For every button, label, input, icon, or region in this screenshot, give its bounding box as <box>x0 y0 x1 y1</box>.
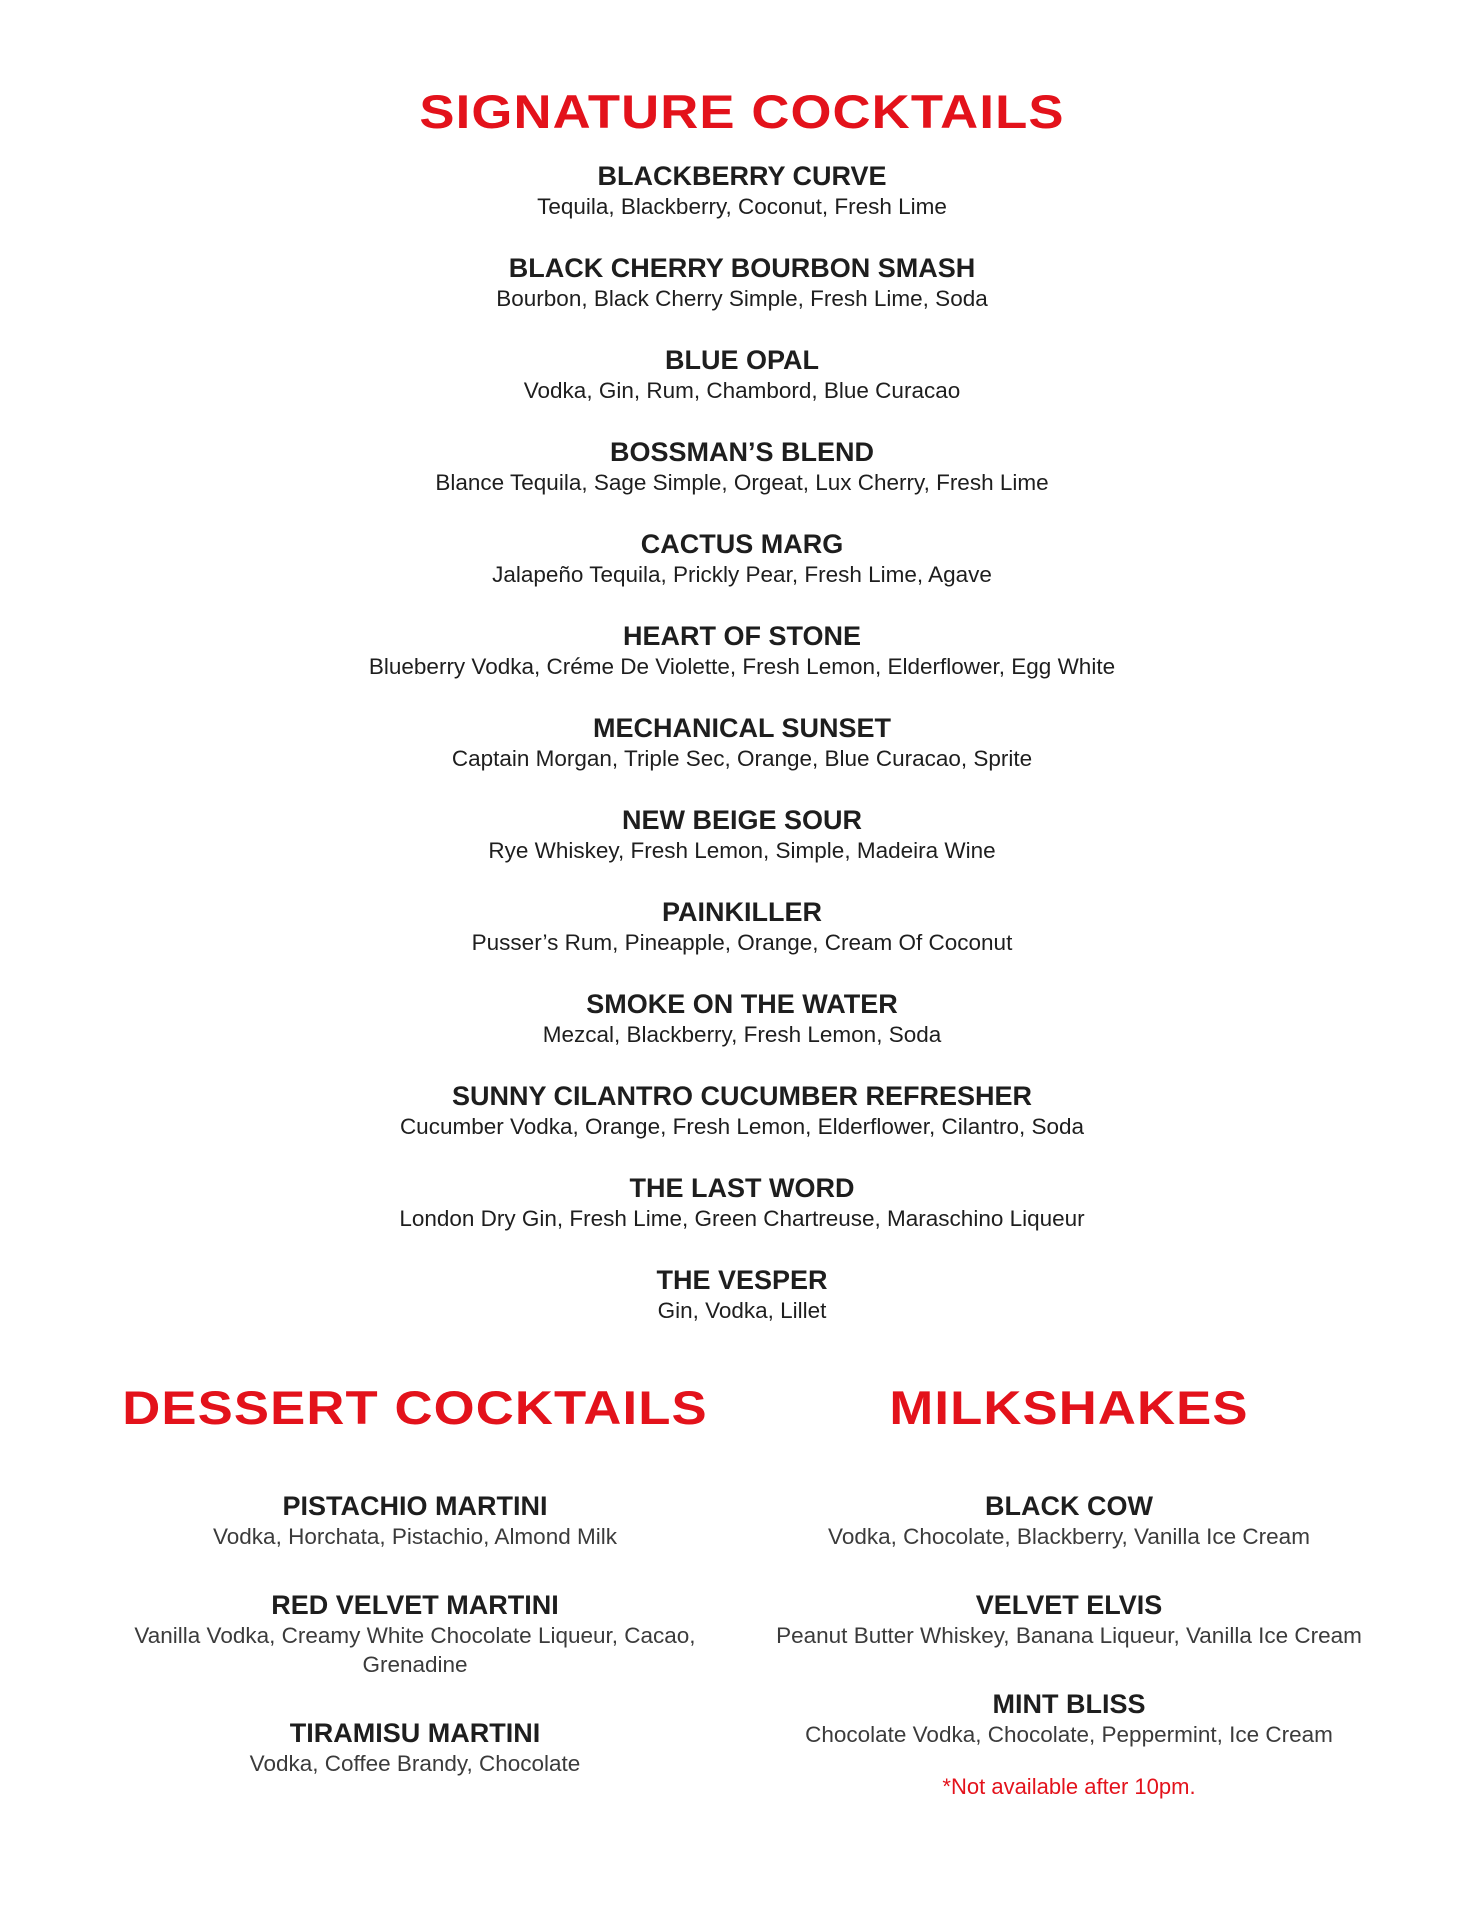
menu-item <box>242 1264 1242 1356</box>
item-description: Bourbon, Black Cherry Simple, Fresh Lime, Soda <box>496 286 988 311</box>
item-description: Blance Tequila, Sage Simple, Orgeat, Lux Cherry, Fresh Lime <box>435 470 1049 495</box>
item-description: Vodka, Horchata, Pistachio, Almond Milk <box>213 1524 617 1549</box>
item-name: BLUE OPAL <box>665 345 819 375</box>
item-name: PISTACHIO MARTINI <box>282 1491 548 1521</box>
menu-item <box>242 804 1242 896</box>
item-name: BOSSMAN’S BLEND <box>609 437 874 467</box>
item-name: BLACKBERRY CURVE <box>597 161 887 191</box>
item-name: CACTUS MARG <box>640 529 844 559</box>
item-name: SUNNY CILANTRO CUCUMBER REFRESHER <box>451 1081 1033 1111</box>
item-description: Tequila, Blackberry, Coconut, Fresh Lime <box>537 194 947 219</box>
item-description: Peanut Butter Whiskey, Banana Liqueur, Vanilla Ice Cream <box>776 1623 1362 1648</box>
item-description: Vodka, Gin, Rum, Chambord, Blue Curacao <box>523 378 961 403</box>
menu-item <box>242 620 1242 712</box>
item-name: BLACK CHERRY BOURBON SMASH <box>508 253 976 283</box>
item-name: VELVET ELVIS <box>975 1590 1163 1620</box>
menu-item <box>744 1589 1394 1650</box>
item-description: Cucumber Vodka, Orange, Fresh Lemon, Elderflower, Cilantro, Soda <box>399 1114 1085 1139</box>
item-description: Blueberry Vodka, Créme De Violette, Fresh Lemon, Elderflower, Egg White <box>368 654 1116 679</box>
dessert-cocktails-list <box>95 1490 735 1816</box>
item-name: SMOKE ON THE WATER <box>586 989 898 1019</box>
item-name: RED VELVET MARTINI <box>271 1590 559 1620</box>
item-name: NEW BEIGE SOUR <box>621 805 863 835</box>
item-description: Vodka, Coffee Brandy, Chocolate <box>249 1751 581 1776</box>
item-name: BLACK COW <box>985 1491 1153 1521</box>
menu-item <box>242 1080 1242 1172</box>
menu-item <box>242 712 1242 804</box>
item-name: MECHANICAL SUNSET <box>592 713 891 743</box>
availability-note: *Not available after 10pm. <box>942 1774 1196 1799</box>
signature-cocktails-title: SIGNATURE COCKTAILS <box>419 85 1065 138</box>
item-name: PAINKILLER <box>662 897 822 927</box>
milkshakes-list <box>744 1490 1394 1801</box>
menu-item <box>242 344 1242 436</box>
milkshakes-title: MILKSHAKES <box>889 1381 1249 1434</box>
item-description: Vodka, Chocolate, Blackberry, Vanilla Ice Cream <box>828 1524 1310 1549</box>
item-description: Captain Morgan, Triple Sec, Orange, Blue Curacao, Sprite <box>451 746 1033 771</box>
menu-item <box>95 1717 735 1778</box>
item-name: MINT BLISS <box>992 1689 1146 1719</box>
menu-item <box>242 988 1242 1080</box>
item-description: Mezcal, Blackberry, Fresh Lemon, Soda <box>542 1022 942 1047</box>
item-description: Rye Whiskey, Fresh Lemon, Simple, Madeira Wine <box>488 838 996 863</box>
signature-cocktails-list <box>242 160 1242 1356</box>
item-name: TIRAMISU MARTINI <box>289 1718 541 1748</box>
menu-item <box>744 1490 1394 1551</box>
menu-item <box>242 436 1242 528</box>
menu-item <box>242 528 1242 620</box>
item-name: THE VESPER <box>656 1265 828 1295</box>
item-name: HEART OF STONE <box>622 621 862 651</box>
item-description: Jalapeño Tequila, Prickly Pear, Fresh Lime, Agave <box>492 562 992 587</box>
menu-item <box>95 1589 735 1679</box>
item-description: Vanilla Vodka, Creamy White Chocolate Liqueur, Cacao, Grenadine <box>134 1623 696 1677</box>
menu-item <box>744 1688 1394 1749</box>
menu-item <box>242 1172 1242 1264</box>
item-name: THE LAST WORD <box>629 1173 855 1203</box>
menu-item <box>242 252 1242 344</box>
item-description: Chocolate Vodka, Chocolate, Peppermint, Ice Cream <box>805 1722 1333 1747</box>
menu-item <box>242 896 1242 988</box>
dessert-cocktails-title: DESSERT COCKTAILS <box>122 1381 708 1434</box>
menu-item <box>242 160 1242 252</box>
item-description: Pusser’s Rum, Pineapple, Orange, Cream Of Coconut <box>471 930 1013 955</box>
menu-item <box>95 1490 735 1551</box>
item-description: Gin, Vodka, Lillet <box>657 1298 827 1323</box>
item-description: London Dry Gin, Fresh Lime, Green Chartreuse, Maraschino Liqueur <box>399 1206 1085 1231</box>
